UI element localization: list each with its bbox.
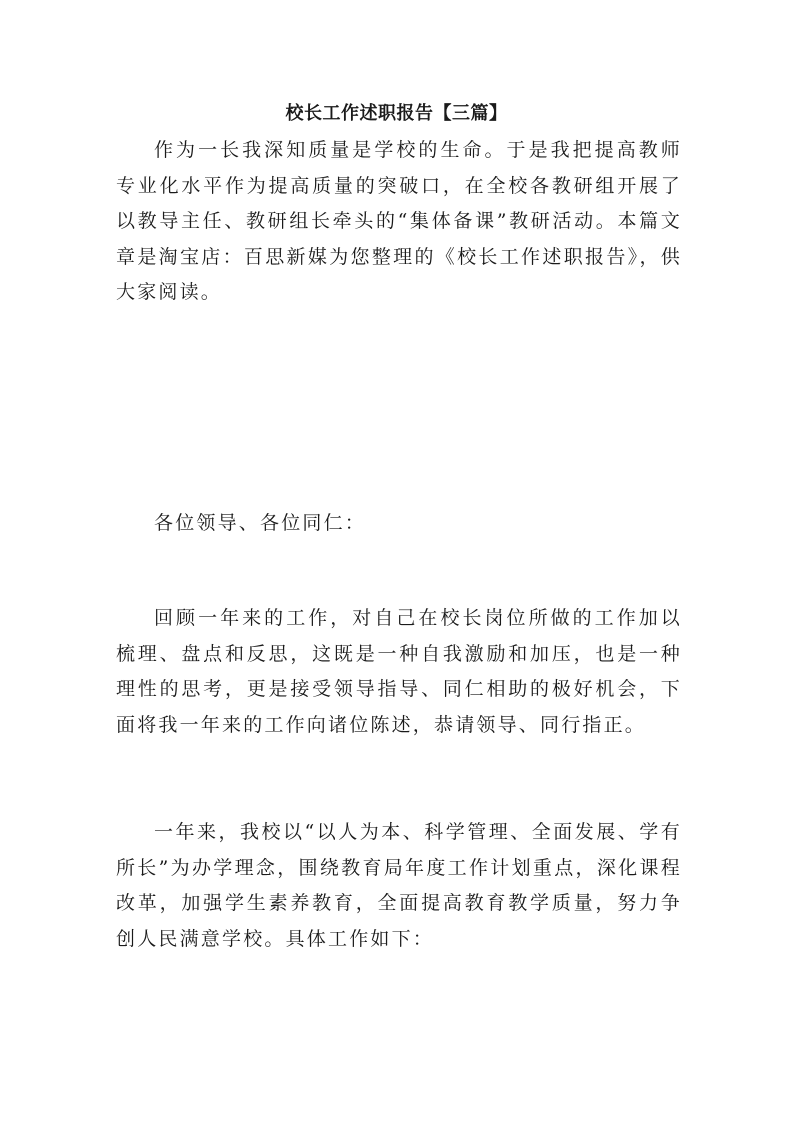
document-title: 校长工作述职报告【三篇】 (285, 103, 508, 124)
review-paragraph: 回顾一年来的工作，对自己在校长岗位所做的工作加以梳理、盘点和反思，这既是一种自我激励和加压，也是一种理性的思考，更是接受领导指导、同仁相助的极好机会，下面将我一年来的工作向诸位陈述，恭请领导、同行指正。 (116, 607, 682, 736)
year-summary-paragraph: 一年来，我校以“以人为本、科学管理、全面发展、学有所长”为办学理念，围绕教育局年度工作计划重点，深化课程改革，加强学生素养教育，全面提高教育教学质量，努力争创人民满意学校。具体工作如下： (116, 821, 682, 950)
greeting-paragraph: 各位领导、各位同仁： (154, 512, 367, 534)
intro-paragraph: 作为一长我深知质量是学校的生命。于是我把提高教师专业化水平作为提高质量的突破口，在全校各教研组开展了以教导主任、教研组长牵头的“集体备课”教研活动。本篇文章是淘宝店：百思新媒为您整理的《校长工作述职报告》，供大家阅读。 (116, 139, 682, 303)
